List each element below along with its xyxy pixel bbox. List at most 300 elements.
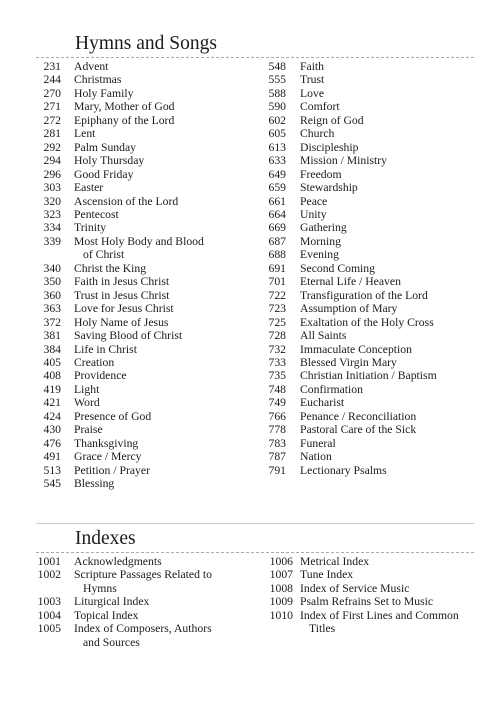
entry-number: 588	[268, 86, 286, 100]
entry-number: 778	[268, 423, 286, 437]
entry-title	[74, 60, 260, 73]
entry-title-line: Exaltation of the Holy Cross	[300, 315, 434, 329]
index-entry	[0, 235, 260, 262]
entry-number: 1005	[37, 622, 61, 636]
entry-title-line: Good Friday	[74, 167, 134, 181]
index-entry	[0, 477, 260, 490]
index-entry	[0, 168, 260, 181]
entry-title	[74, 114, 260, 127]
index-entry	[0, 208, 260, 221]
entry-title	[74, 141, 260, 154]
entry-number: 766	[268, 409, 286, 423]
index-entry	[0, 568, 260, 595]
entry-title-continuation: of Christ	[83, 248, 125, 262]
index-entry	[260, 369, 475, 382]
entry-number: 244	[43, 73, 61, 87]
entry-title	[74, 154, 260, 167]
entry-title-line: Acknowledgments	[74, 555, 162, 568]
entry-title-continuation: Titles	[309, 622, 336, 636]
entry-number: 545	[43, 477, 61, 491]
index-entry	[260, 114, 475, 127]
index-entry	[260, 437, 475, 450]
index-entry	[260, 423, 475, 436]
entry-title-line: Eternal Life / Heaven	[300, 275, 401, 289]
index-entry	[260, 582, 475, 595]
index-entry	[0, 410, 260, 423]
entry-number: 661	[268, 194, 286, 208]
entry-number: 691	[268, 261, 286, 275]
entry-number: 613	[268, 140, 286, 154]
entry-number: 791	[268, 463, 286, 477]
entry-number: 701	[268, 275, 286, 289]
hymns-section-title: Hymns and Songs	[75, 33, 217, 54]
entry-title	[300, 262, 475, 275]
entry-title-line: All Saints	[300, 329, 347, 343]
entry-title	[300, 141, 475, 154]
entry-title	[74, 195, 260, 208]
entry-title-line: Trinity	[74, 221, 107, 235]
entry-number: 491	[43, 450, 61, 464]
entry-title	[300, 343, 475, 356]
hymns-right-column	[260, 60, 475, 477]
index-entry	[0, 275, 260, 288]
entry-title	[300, 437, 475, 450]
entry-title	[74, 568, 260, 595]
entry-number: 664	[268, 207, 286, 221]
entry-title	[74, 181, 260, 194]
entry-title	[300, 450, 475, 463]
index-entry	[260, 302, 475, 315]
entry-title-line: Blessed Virgin Mary	[300, 355, 397, 369]
entry-title-line: Transfiguration of the Lord	[300, 288, 428, 302]
entry-title	[300, 87, 475, 100]
index-entry	[0, 383, 260, 396]
entry-title-line: Evening	[300, 248, 339, 262]
entry-title	[300, 383, 475, 396]
entry-title	[74, 87, 260, 100]
entry-title	[300, 410, 475, 423]
entry-number: 360	[43, 288, 61, 302]
entry-number: 649	[268, 167, 286, 181]
entry-number: 602	[268, 113, 286, 127]
entry-title	[74, 477, 260, 490]
index-entry	[260, 127, 475, 140]
entry-title-line: Eucharist	[300, 396, 345, 410]
entry-title-line: Thanksgiving	[74, 436, 139, 450]
index-entry	[260, 595, 475, 608]
entry-title	[74, 356, 260, 369]
entry-number: 424	[43, 409, 61, 423]
index-entry	[260, 168, 475, 181]
entry-title-line: Nation	[300, 450, 332, 464]
entry-title-line: Gathering	[300, 221, 347, 235]
entry-title	[74, 127, 260, 140]
entry-number: 555	[268, 73, 286, 87]
entry-number: 590	[268, 100, 286, 114]
indexes-left-column	[0, 555, 260, 649]
entry-number: 725	[268, 315, 286, 329]
entry-number: 669	[268, 221, 286, 235]
entry-number: 633	[268, 154, 286, 168]
index-entry	[260, 248, 475, 261]
index-entry	[0, 423, 260, 436]
entry-number: 372	[43, 315, 61, 329]
entry-title	[300, 208, 475, 221]
entry-number: 688	[268, 248, 286, 262]
index-entry	[260, 208, 475, 221]
hymns-left-column	[0, 60, 260, 491]
entry-number: 334	[43, 221, 61, 235]
entry-title	[300, 181, 475, 194]
entry-title-line: Confirmation	[300, 382, 363, 396]
entry-title-line: Most Holy Body and Blood	[74, 234, 204, 248]
entry-title-line: Psalm Refrains Set to Music	[300, 595, 434, 609]
entry-number: 271	[43, 100, 61, 114]
entry-title	[74, 622, 260, 649]
entry-number: 687	[268, 234, 286, 248]
entry-title-line: Blessing	[74, 477, 115, 491]
index-entry	[260, 154, 475, 167]
entry-number: 408	[43, 369, 61, 383]
indexes-top-rule	[36, 523, 474, 524]
entry-title	[300, 221, 475, 234]
index-entry	[0, 437, 260, 450]
indexes-section-title: Indexes	[75, 528, 136, 549]
entry-title-line: Faith in Jesus Christ	[74, 275, 170, 289]
entry-title	[74, 423, 260, 436]
entry-title-line: Holy Thursday	[74, 154, 145, 168]
entry-title-line: Assumption of Mary	[300, 302, 398, 316]
index-entry	[260, 609, 475, 636]
index-entry	[0, 141, 260, 154]
entry-title	[74, 262, 260, 275]
entry-title-line: Christ the King	[74, 261, 147, 275]
entry-title-line: Tune Index	[300, 568, 354, 582]
index-entry	[260, 464, 475, 477]
entry-title-line: Topical Index	[74, 608, 139, 622]
entry-title-line: Index of Composers, Authors	[74, 622, 212, 636]
entry-number: 419	[43, 382, 61, 396]
entry-number: 1010	[269, 608, 293, 622]
index-entry	[260, 141, 475, 154]
entry-title-line: Discipleship	[300, 140, 359, 154]
entry-title-line: Freedom	[300, 167, 342, 181]
index-entry	[260, 329, 475, 342]
entry-title	[300, 154, 475, 167]
entry-title	[300, 73, 475, 86]
index-entry	[260, 60, 475, 73]
hymns-section-rule	[36, 57, 474, 58]
entry-number: 1007	[269, 568, 293, 582]
index-entry	[0, 595, 260, 608]
entry-title-line: Pastoral Care of the Sick	[300, 423, 417, 437]
entry-title-line: Funeral	[300, 436, 336, 450]
entry-title	[74, 208, 260, 221]
index-entry	[0, 329, 260, 342]
entry-title-line: Creation	[74, 355, 115, 369]
entry-title	[300, 100, 475, 113]
index-entry	[0, 87, 260, 100]
index-entry	[0, 369, 260, 382]
entry-title	[300, 396, 475, 409]
entry-title-line: Saving Blood of Christ	[74, 329, 183, 343]
entry-title-line: Stewardship	[300, 181, 358, 195]
entry-title	[300, 168, 475, 181]
entry-title-line: Faith	[300, 60, 325, 73]
entry-number: 722	[268, 288, 286, 302]
entry-number: 231	[43, 60, 61, 73]
entry-number: 548	[268, 60, 286, 73]
entry-number: 405	[43, 355, 61, 369]
index-entry	[0, 396, 260, 409]
entry-title-line: Morning	[300, 234, 341, 248]
index-entry	[0, 195, 260, 208]
index-entry	[0, 73, 260, 86]
index-entry	[260, 383, 475, 396]
index-entry	[0, 181, 260, 194]
entry-number: 323	[43, 207, 61, 221]
entry-title-line: Easter	[74, 181, 104, 195]
entry-title-line: Unity	[300, 207, 327, 221]
entry-title-line: Scripture Passages Related to	[74, 568, 212, 582]
index-entry	[0, 316, 260, 329]
entry-title-line: Index of First Lines and Common	[300, 608, 459, 622]
entry-title	[300, 369, 475, 382]
index-entry	[0, 221, 260, 234]
entry-title	[300, 595, 475, 608]
index-entry	[260, 316, 475, 329]
entry-title-line: Grace / Mercy	[74, 450, 142, 464]
entry-number: 723	[268, 302, 286, 316]
entry-title	[300, 423, 475, 436]
entry-number: 476	[43, 436, 61, 450]
index-entry	[260, 450, 475, 463]
entry-number: 1002	[37, 568, 61, 582]
entry-title-line: Providence	[74, 369, 127, 383]
entry-number: 748	[268, 382, 286, 396]
entry-title	[74, 410, 260, 423]
entry-title-line: Church	[300, 127, 335, 141]
entry-title	[300, 568, 475, 581]
entry-title	[74, 235, 260, 262]
entry-title-line: Index of Service Music	[300, 581, 410, 595]
index-entry	[0, 114, 260, 127]
entry-number: 1006	[269, 555, 293, 568]
entry-title	[300, 329, 475, 342]
index-entry	[0, 609, 260, 622]
entry-title-line: Holy Name of Jesus	[74, 315, 169, 329]
entry-title-line: Word	[74, 396, 100, 410]
index-entry	[0, 343, 260, 356]
entry-title	[300, 555, 475, 568]
entry-number: 605	[268, 127, 286, 141]
index-entry	[260, 396, 475, 409]
entry-number: 1008	[269, 581, 293, 595]
entry-title	[74, 437, 260, 450]
index-entry	[0, 622, 260, 649]
entry-title-line: Ascension of the Lord	[74, 194, 179, 208]
entry-title	[300, 609, 475, 636]
entry-number: 294	[43, 154, 61, 168]
entry-number: 513	[43, 463, 61, 477]
entry-title	[74, 555, 260, 568]
entry-title-continuation: Hymns	[83, 581, 117, 595]
entry-title	[74, 73, 260, 86]
entry-title-line: Epiphany of the Lord	[74, 113, 175, 127]
index-entry	[0, 356, 260, 369]
entry-title	[74, 329, 260, 342]
entry-title	[74, 369, 260, 382]
entry-title	[74, 609, 260, 622]
entry-title	[74, 316, 260, 329]
entry-title-line: Liturgical Index	[74, 595, 150, 609]
entry-title-line: Praise	[74, 423, 103, 437]
index-entry	[260, 555, 475, 568]
index-entry	[260, 289, 475, 302]
entry-number: 381	[43, 329, 61, 343]
entry-title	[74, 383, 260, 396]
entry-number: 339	[43, 234, 61, 248]
entry-title-line: Peace	[300, 194, 328, 208]
entry-title	[300, 127, 475, 140]
entry-number: 733	[268, 355, 286, 369]
entry-title	[300, 289, 475, 302]
index-entry	[0, 450, 260, 463]
entry-title-continuation: and Sources	[83, 635, 140, 649]
entry-title-line: Light	[74, 382, 100, 396]
entry-title	[74, 289, 260, 302]
entry-title	[74, 595, 260, 608]
entry-title-line: Advent	[74, 60, 109, 73]
index-entry	[0, 464, 260, 477]
entry-title	[300, 275, 475, 288]
entry-title-line: Presence of God	[74, 409, 152, 423]
indexes-section-rule	[36, 552, 474, 553]
index-entry	[260, 73, 475, 86]
entry-title	[74, 343, 260, 356]
entry-title-line: Immaculate Conception	[300, 342, 412, 356]
entry-number: 1009	[269, 595, 293, 609]
entry-number: 421	[43, 396, 61, 410]
entry-title-line: Life in Christ	[74, 342, 137, 356]
entry-number: 728	[268, 329, 286, 343]
index-entry	[0, 289, 260, 302]
entry-title	[74, 450, 260, 463]
entry-title	[300, 302, 475, 315]
entry-number: 292	[43, 140, 61, 154]
entry-title-line: Christmas	[74, 73, 122, 87]
index-entry	[260, 181, 475, 194]
entry-number: 340	[43, 261, 61, 275]
entry-title	[300, 60, 475, 73]
entry-title-line: Mission / Ministry	[300, 154, 388, 168]
entry-number: 384	[43, 342, 61, 356]
index-entry	[0, 302, 260, 315]
entry-number: 732	[268, 342, 286, 356]
entry-title	[74, 168, 260, 181]
entry-title-line: Mary, Mother of God	[74, 100, 175, 114]
entry-title-line: Second Coming	[300, 261, 375, 275]
entry-title-line: Lectionary Psalms	[300, 463, 387, 477]
entry-title-line: Trust	[300, 73, 325, 87]
index-entry	[260, 235, 475, 248]
index-entry	[260, 275, 475, 288]
index-entry	[260, 410, 475, 423]
index-entry	[0, 154, 260, 167]
index-entry	[0, 60, 260, 73]
entry-title-line: Lent	[74, 127, 96, 141]
entry-title-line: Holy Family	[74, 86, 134, 100]
entry-number: 430	[43, 423, 61, 437]
entry-title	[74, 100, 260, 113]
entry-title-line: Penance / Reconciliation	[300, 409, 417, 423]
entry-title-line: Trust in Jesus Christ	[74, 288, 170, 302]
entry-number: 1001	[37, 555, 61, 568]
entry-title	[74, 275, 260, 288]
indexes-right-column	[260, 555, 475, 636]
index-entry	[0, 100, 260, 113]
entry-number: 749	[268, 396, 286, 410]
entry-number: 1004	[37, 608, 61, 622]
index-entry	[260, 195, 475, 208]
entry-number: 363	[43, 302, 61, 316]
entry-title-line: Love for Jesus Christ	[74, 302, 174, 316]
entry-number: 270	[43, 86, 61, 100]
entry-title-line: Pentecost	[74, 207, 119, 221]
entry-title	[74, 221, 260, 234]
entry-number: 303	[43, 181, 61, 195]
index-entry	[260, 356, 475, 369]
index-entry	[260, 221, 475, 234]
entry-title-line: Reign of God	[300, 113, 364, 127]
entry-number: 659	[268, 181, 286, 195]
entry-title-line: Petition / Prayer	[74, 463, 150, 477]
index-entry	[260, 568, 475, 581]
entry-number: 350	[43, 275, 61, 289]
entry-title-line: Comfort	[300, 100, 340, 114]
entry-number: 320	[43, 194, 61, 208]
index-entry	[0, 127, 260, 140]
entry-title	[74, 464, 260, 477]
entry-title	[300, 582, 475, 595]
entry-title	[300, 114, 475, 127]
index-entry	[260, 87, 475, 100]
index-entry	[260, 343, 475, 356]
entry-title	[300, 464, 475, 477]
entry-number: 272	[43, 113, 61, 127]
index-entry	[260, 262, 475, 275]
entry-number: 783	[268, 436, 286, 450]
entry-number: 281	[43, 127, 61, 141]
entry-number: 787	[268, 450, 286, 464]
entry-title-line: Christian Initiation / Baptism	[300, 369, 437, 383]
entry-number: 1003	[37, 595, 61, 609]
entry-title	[300, 248, 475, 261]
entry-number: 735	[268, 369, 286, 383]
entry-title	[300, 235, 475, 248]
entry-title-line: Metrical Index	[300, 555, 370, 568]
entry-title	[300, 195, 475, 208]
entry-title-line: Love	[300, 86, 325, 100]
index-entry	[0, 555, 260, 568]
entry-title	[74, 302, 260, 315]
index-entry	[260, 100, 475, 113]
index-entry	[0, 262, 260, 275]
entry-title	[300, 316, 475, 329]
entry-title	[300, 356, 475, 369]
entry-title-line: Palm Sunday	[74, 140, 137, 154]
entry-number: 296	[43, 167, 61, 181]
